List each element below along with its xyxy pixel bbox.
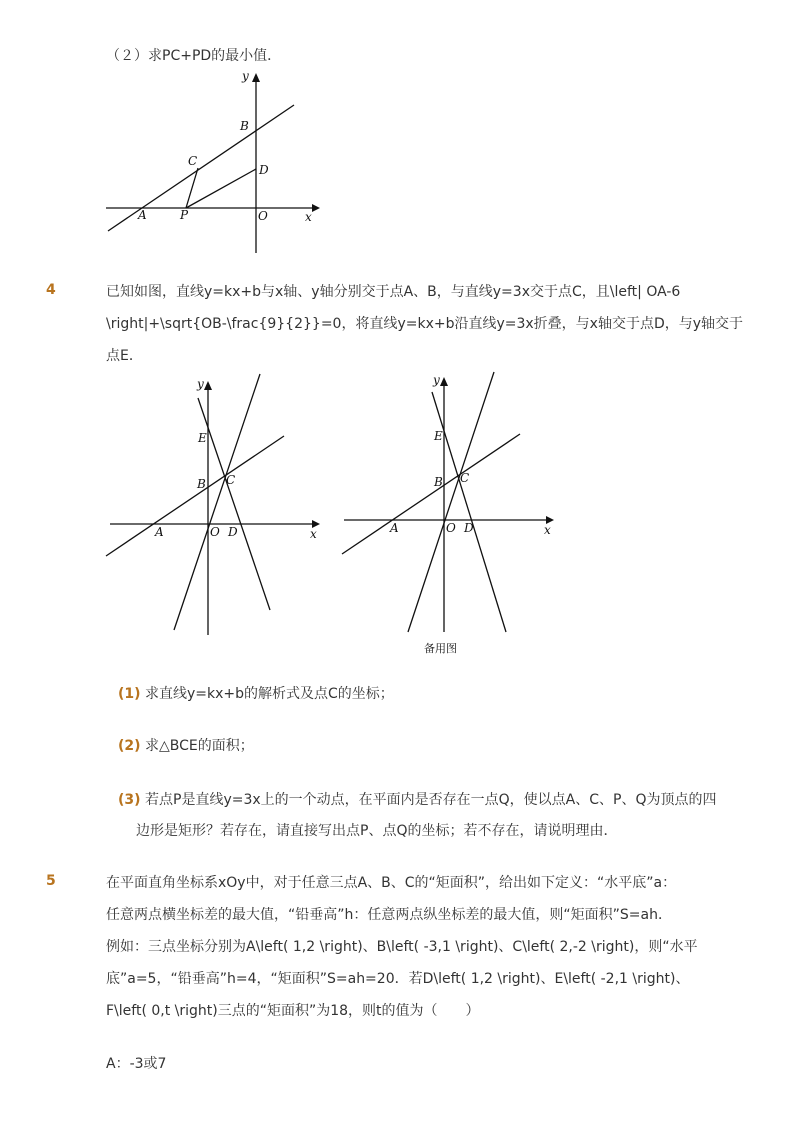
fig2-y-arrow — [204, 381, 212, 390]
fig3-label-o: O — [446, 521, 456, 535]
subquestion-1-number: (1) — [118, 686, 141, 702]
figure-2-diagram — [100, 370, 330, 640]
question-5-line-1: 在平面直角坐标系xOy中，对于任意三点A、B、C的“矩面积”，给出如下定义：“水平底”a： — [106, 875, 677, 891]
fig2-line-ed — [198, 398, 270, 610]
fig2-label-o: O — [210, 525, 220, 539]
question-5-line-4: 底”a=5，“铅垂高”h=4，“矩面积”S=ah=20．若D\left( 1,2 \right)、E\left( -2,1 \right)、 — [106, 971, 690, 987]
subquestion-2-number: (2) — [118, 738, 141, 754]
question-4-line-1: 已知如图，直线y=kx+b与x轴、y轴分别交于点A、B，与直线y=3x交于点C，且\left| OA-6 — [106, 284, 681, 300]
fig1-y-arrow — [252, 73, 260, 82]
subquestion-1 — [118, 684, 394, 704]
fig2-label-y: y — [197, 377, 204, 391]
fig3-label-y: y — [433, 373, 440, 387]
fig3-label-b: B — [434, 475, 443, 489]
figure-1-diagram — [100, 68, 340, 278]
option-a[interactable]: A：-3或7 — [106, 1056, 167, 1072]
subquestion-3-number: (3) — [118, 792, 141, 808]
fig3-line-ab — [342, 434, 520, 554]
subquestion-1-text: 求直线y=kx+b的解析式及点C的坐标； — [145, 686, 394, 702]
fig1-label-p: P — [180, 208, 189, 222]
subquestion-3-text: 若点P是直线y=3x上的一个动点，在平面内是否存在一点Q，使以点A、C、P、Q为顶点的四 — [145, 792, 717, 808]
subquestion-3-continued: 边形是矩形？若存在，请直接写出点P、点Q的坐标；若不存在，请说明理由． — [136, 823, 618, 839]
question-5-line-2: 任意两点横坐标差的最大值，“铅垂高”h：任意两点纵坐标差的最大值，则“矩面积”S=ah． — [106, 907, 672, 923]
fig3-line-ed — [432, 392, 506, 632]
fig1-label-d: D — [259, 163, 269, 177]
fig1-label-o: O — [258, 209, 268, 223]
fig3-label-a: A — [390, 521, 399, 535]
fig2-label-a: A — [155, 525, 164, 539]
fig2-label-x: x — [310, 527, 317, 541]
subquestion-3 — [118, 790, 716, 810]
fig3-label-x: x — [544, 523, 551, 537]
fig1-label-y: y — [242, 69, 249, 83]
spare-figure-caption: 备用图 — [424, 642, 457, 655]
fig1-label-a: A — [138, 208, 147, 222]
fig3-label-e: E — [434, 429, 443, 443]
fig3-label-c: C — [460, 471, 470, 485]
fig2-label-b: B — [197, 477, 206, 491]
fig2-label-c: C — [226, 473, 236, 487]
figure-3-spare-diagram — [336, 370, 566, 660]
fig3-y-arrow — [440, 377, 448, 386]
fig2-label-d: D — [228, 525, 238, 539]
question-5-line-3: 例如：三点坐标分别为A\left( 1,2 \right)、B\left( -3,1 \right)、C\left( 2,-2 \right)，则“水平 — [106, 939, 698, 955]
fig1-x-arrow — [312, 204, 320, 212]
question-5-number: 5 — [46, 873, 56, 889]
fig1-label-x: x — [305, 210, 312, 224]
fig1-label-b: B — [240, 119, 249, 133]
question-4-number: 4 — [46, 282, 56, 298]
subquestion-2 — [118, 736, 254, 756]
question-4-line-2: \right|+\sqrt{OB-\frac{9}{2}}=0，将直线y=kx+b沿直线y=3x折叠，与x轴交于点D，与y轴交于 — [106, 316, 744, 332]
fig3-line-y3x — [408, 372, 494, 632]
fig2-label-e: E — [198, 431, 207, 445]
fig1-label-c: C — [188, 154, 198, 168]
fig3-label-d: D — [464, 521, 474, 535]
question-5-line-5: F\left( 0,t \right)三点的“矩面积”为18，则t的值为（ ） — [106, 1003, 480, 1019]
part2-question: （２）求PC+PD的最小值． — [106, 48, 282, 64]
subquestion-2-text: 求△BCE的面积； — [145, 738, 254, 754]
question-4-line-3: 点E． — [106, 348, 143, 364]
fig2-line-ab — [106, 436, 284, 556]
